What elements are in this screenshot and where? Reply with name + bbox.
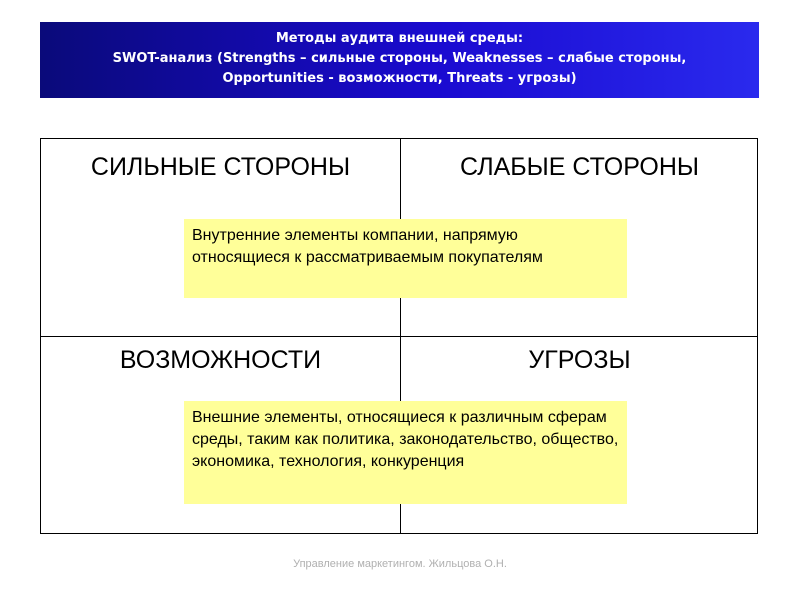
threats-label: УГРОЗЫ — [528, 346, 631, 374]
internal-factors-note: Внутренние элементы компании, напрямую относящиеся к рассматриваемым покупателям — [184, 219, 627, 298]
title-line-3: Opportunities - возможности, Threats - угрозы) — [222, 71, 577, 86]
grid-horizontal-divider — [41, 336, 757, 337]
weaknesses-label: СЛАБЫЕ СТОРОНЫ — [459, 153, 700, 181]
strengths-label: СИЛЬНЫЕ СТОРОНЫ — [90, 153, 351, 181]
title-banner — [40, 22, 759, 98]
title-line-2: SWOT-анализ (Strengths – сильные стороны, Weaknesses – слабые стороны, — [112, 51, 687, 66]
footer-author: Управление маркетингом. Жильцова О.Н. — [293, 558, 507, 570]
opportunities-label: ВОЗМОЖНОСТИ — [119, 346, 322, 374]
external-factors-note: Внешние элементы, относящиеся к различным сферам среды, таким как политика, законодательство, общество, экономика, технология, конкуренция — [184, 401, 627, 504]
title-line-1: Методы аудита внешней среды: — [275, 31, 524, 46]
